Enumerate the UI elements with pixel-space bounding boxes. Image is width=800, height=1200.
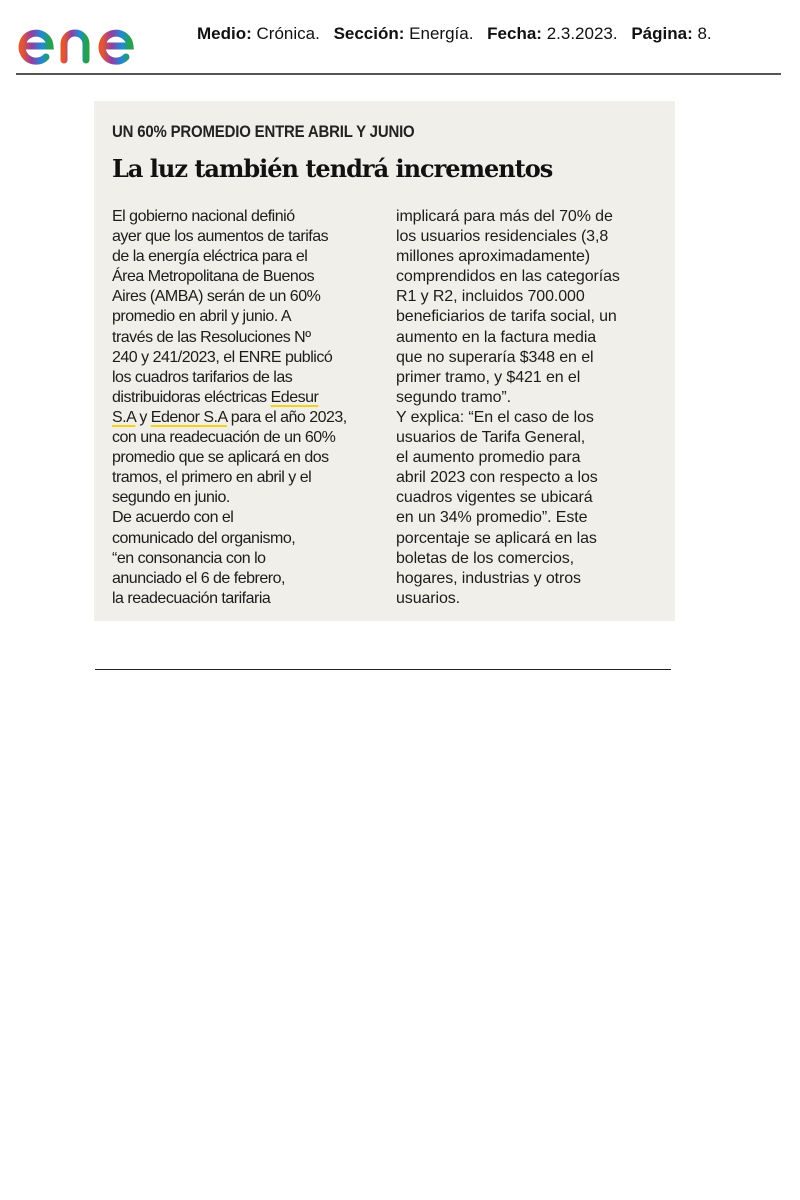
article-line: porcentaje se aplicará en las bbox=[396, 529, 597, 547]
article-right-column bbox=[396, 207, 671, 609]
article-headline: La luz también tendrá incrementos bbox=[112, 154, 553, 183]
article-line: R1 y R2, incluidos 700.000 bbox=[396, 288, 585, 306]
article-line: promedio que se aplicará en dos bbox=[112, 449, 329, 467]
header-divider bbox=[16, 73, 781, 75]
article-line: ayer que los aumentos de tarifas bbox=[112, 228, 329, 246]
article-line: hogares, industrias y otros bbox=[396, 569, 581, 587]
article-line: la readecuación tarifaria bbox=[112, 589, 271, 607]
article-line: segundo tramo”. bbox=[396, 388, 512, 406]
article-left-column bbox=[112, 207, 382, 609]
article-line: tramos, el primero en abril y el bbox=[112, 469, 312, 487]
article-line: los usuarios residenciales (3,8 bbox=[396, 228, 609, 246]
seccion-label: Sección: bbox=[333, 24, 405, 43]
article-line: primer tramo, y $421 en el bbox=[396, 368, 581, 386]
article-line: Aires (AMBA) serán de un 60% bbox=[112, 288, 321, 306]
article-line: El gobierno nacional definió bbox=[112, 208, 295, 225]
article-line: los cuadros tarifarios de las bbox=[112, 368, 293, 386]
article-line: el aumento promedio para bbox=[396, 449, 581, 467]
highlighted-company: S.A bbox=[112, 408, 136, 426]
article-line: usuarios de Tarifa General, bbox=[396, 429, 586, 447]
medio-value: Crónica. bbox=[256, 24, 320, 43]
article-line: Área Metropolitana de Buenos bbox=[112, 268, 315, 286]
highlighted-company: Edesur bbox=[270, 388, 319, 406]
article-line: comprendidos en las categorías bbox=[396, 268, 620, 286]
article-line: “en consonancia con lo bbox=[112, 549, 266, 567]
article-line: implicará para más del 70% de bbox=[396, 208, 613, 225]
article-line: cuadros vigentes se ubicará bbox=[396, 489, 593, 507]
article-line: través de las Resoluciones Nº bbox=[112, 328, 311, 346]
seccion-value: Energía. bbox=[409, 24, 474, 43]
medio-label: Medio: bbox=[197, 24, 252, 43]
news-clipping bbox=[94, 101, 675, 621]
fecha-label: Fecha: bbox=[487, 24, 542, 43]
article-line: Y explica: “En el caso de los bbox=[396, 408, 594, 426]
article-line: S.A y Edenor S.A para el año 2023, bbox=[112, 408, 347, 426]
article-line: que no superaría $348 en el bbox=[396, 348, 594, 366]
article-line: comunicado del organismo, bbox=[112, 529, 296, 547]
article-line: usuarios. bbox=[396, 589, 461, 607]
article-line: anunciado el 6 de febrero, bbox=[112, 569, 285, 587]
enel-logo bbox=[16, 12, 172, 68]
article-line: distribuidoras eléctricas Edesur bbox=[112, 388, 319, 406]
article-line: 240 y 241/2023, el ENRE publicó bbox=[112, 348, 333, 366]
article-kicker: UN 60% PROMEDIO ENTRE ABRIL Y JUNIO bbox=[112, 122, 415, 141]
article-line: promedio en abril y junio. A bbox=[112, 308, 291, 326]
article-line: millones aproximadamente) bbox=[396, 248, 591, 266]
article-line: boletas de los comercios, bbox=[396, 549, 575, 567]
fecha-value: 2.3.2023. bbox=[546, 24, 618, 43]
publication-metadata bbox=[197, 24, 712, 44]
article-line: aumento en la factura media bbox=[396, 328, 597, 346]
article-line: segundo en junio. bbox=[112, 489, 230, 507]
article-line: beneficiarios de tarifa social, un bbox=[396, 308, 617, 326]
article-line: en un 34% promedio”. Este bbox=[396, 509, 588, 527]
article-line: abril 2023 con respecto a los bbox=[396, 469, 598, 487]
article-line: con una readecuación de un 60% bbox=[112, 429, 336, 447]
article-line: De acuerdo con el bbox=[112, 509, 234, 527]
pagina-value: 8. bbox=[697, 24, 712, 43]
article-line: de la energía eléctrica para el bbox=[112, 248, 308, 266]
pagina-label: Página: bbox=[631, 24, 693, 43]
bottom-divider bbox=[95, 669, 671, 670]
highlighted-company: Edenor S.A bbox=[150, 408, 227, 426]
